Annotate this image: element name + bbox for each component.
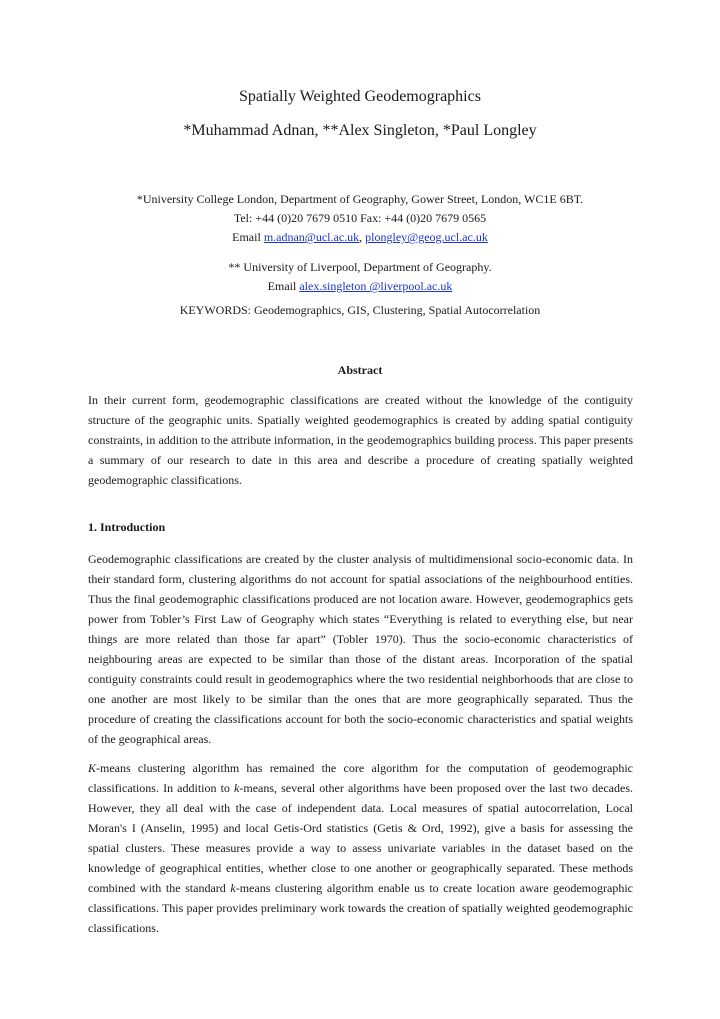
email-label: Email (267, 279, 300, 293)
author-list: *Muhammad Adnan, **Alex Singleton, *Paul Longley (183, 122, 537, 139)
email-link-adnan[interactable]: m.adnan@ucl.ac.uk (263, 230, 360, 244)
k-italic: K (88, 761, 97, 775)
paragraph-text: -means, several other algorithms have been proposed over the last two decades. However, they all deal with the case of independent data. Local measures of spatial autocorrelation, Local Moran's I (Anselin, 1995) and local Getis-Ord statistics (Getis & Ord, 1992), give a basis for assessing the spatial clusters. These measures provide a way to assess univariate variables in the dataset based on the knowledge of geographical entities, whether close to one another or geographically separated. These methods combined with the standard (88, 781, 633, 895)
paragraph-text: -means clustering algorithm has remained the core algorithm for the computation of geodemographic classifications. In addition to (88, 761, 633, 795)
abstract-heading: Abstract (337, 363, 383, 377)
email-link-longley[interactable]: plongley@geog.ucl.ac.uk (365, 230, 488, 244)
affiliation-liverpool-email-line (0, 277, 720, 296)
k-italic: k (230, 881, 236, 895)
affiliation-liverpool (0, 258, 720, 296)
abstract-text: In their current form, geodemographic classifications are created without the knowledge of the contiguity structure of the geographic units. Spatially weighted geodemographics is created by adding spatial contiguity constraints, in addition to the attribute information, in the geodemographics building process. This paper presents a summary of our research to date in this area and describe a procedure of creating spatially weighted geodemographic classifications. (88, 393, 633, 487)
email-label: Email (232, 230, 264, 244)
email-separator: , (359, 230, 366, 244)
introduction-paragraph-1: Geodemographic classifications are created by the cluster analysis of multidimensional socio-economic data. In their standard form, clustering algorithms do not account for spatial associations of the neighbourhood entities. Thus the final geodemographic classifications produced are not location aware. However, geodemographics gets power from Tobler’s First Law of Geography which states “Everything is related to everything else, but near things are more related than those far apart” (Tobler 1970). Thus the socio-economic characteristics of neighbouring areas are expected to be similar than those of the distant areas. Incorporation of the spatial contiguity constraints could result in geodemographics where the two residential neighborhoods that are close to one another are most likely to be similar than the ones that are more geographically separated. Thus the procedure of creating the classifications account for both the socio-economic characteristics and spatial weights of the geographical areas. (88, 552, 633, 746)
affiliation-liverpool-address: ** University of Liverpool, Department of Geography. (228, 260, 492, 274)
introduction-heading: 1. Introduction (88, 520, 166, 534)
paragraph-text: -means clustering algorithm enable us to create location aware geodemographic classifications. This paper provides preliminary work towards the creation of spatially weighted geodemographic classifications. (88, 881, 633, 935)
introduction-paragraph-2 (88, 758, 633, 938)
k-italic: k (234, 781, 240, 795)
email-link-singleton[interactable]: alex.singleton @liverpool.ac.uk (299, 279, 453, 293)
affiliation-ucl-phone: Tel: +44 (0)20 7679 0510 Fax: +44 (0)20 7679 0565 (233, 211, 487, 225)
keywords: KEYWORDS: Geodemographics, GIS, Clustering, Spatial Autocorrelation (179, 303, 541, 317)
paper-title: Spatially Weighted Geodemographics (239, 88, 481, 105)
affiliation-ucl (0, 190, 720, 247)
affiliation-ucl-address: *University College London, Department of Geography, Gower Street, London, WC1E 6BT. (136, 192, 584, 206)
affiliation-ucl-email-line (0, 228, 720, 247)
